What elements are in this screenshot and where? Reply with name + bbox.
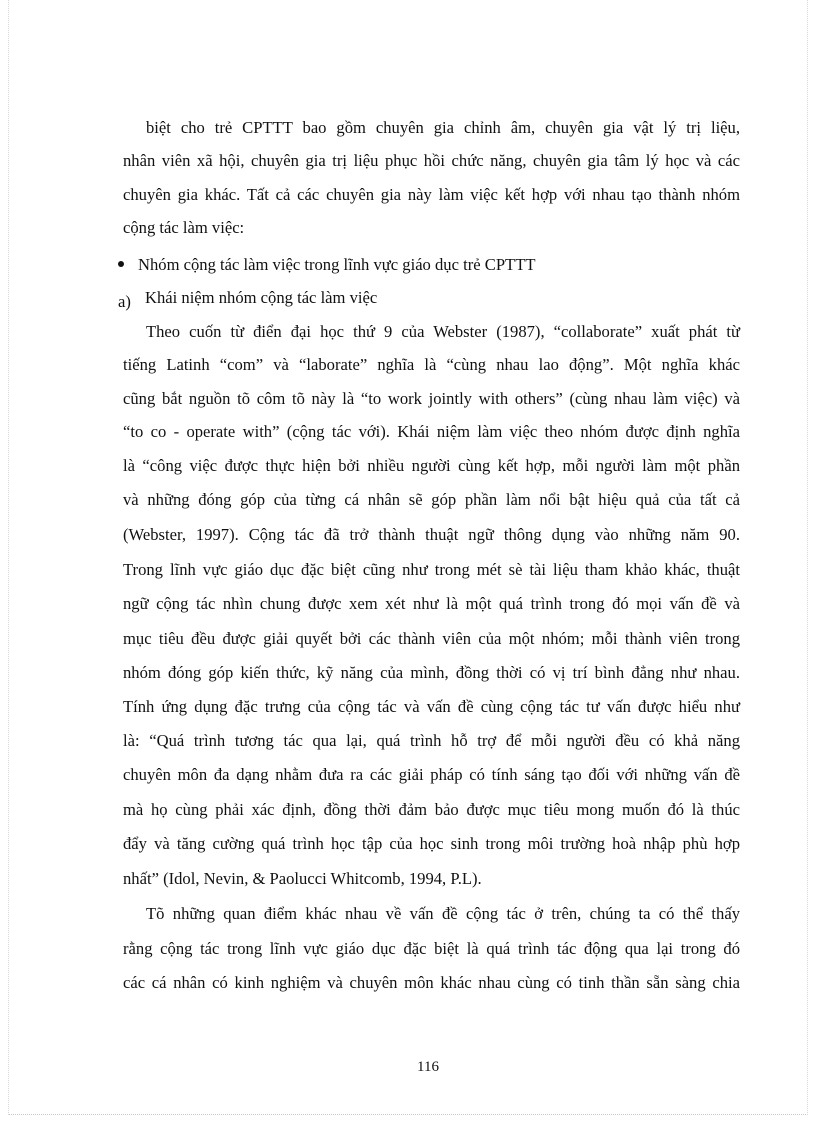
paragraph-1-line-2: nhân viên xã hội, chuyên gia trị liệu phục hồi chức năng, chuyên gia tâm lý học và các <box>123 151 740 170</box>
bullet-text: Nhóm cộng tác làm việc trong lĩnh vực giáo dục trẻ CPTTT <box>138 255 536 274</box>
page-right-border <box>807 0 809 1115</box>
paragraph-2-line-7: (Webster, 1997). Cộng tác đã trở thành thuật ngữ thông dụng vào những năm 90. <box>123 525 740 544</box>
enum-marker: a) <box>118 292 131 311</box>
page-bottom-border <box>8 1113 808 1115</box>
paragraph-2-line-4: “to co - operate with” (cộng tác với). Khái niệm làm việc theo nhóm được định nghĩa <box>123 422 740 441</box>
paragraph-2-line-14: chuyên môn đa dạng nhằm đưa ra các giải pháp có tính sáng tạo đối với những vấn đề <box>123 765 740 784</box>
paragraph-2-line-6: và những đóng góp của từng cá nhân sẽ góp phần làm nổi bật hiệu quả của tất cả <box>123 490 740 509</box>
paragraph-2-line-13: là: “Quá trình tương tác qua lại, quá trình hỗ trợ để mỗi người đều có khả năng <box>123 731 740 750</box>
page-number: 116 <box>417 1059 439 1075</box>
paragraph-2-line-5: là “công việc được thực hiện bởi nhiều người cùng kết hợp, mỗi người làm một phần <box>123 456 740 475</box>
paragraph-2-line-15: mà họ cùng phải xác định, đồng thời đảm bảo được mục tiêu mong muốn đó là thúc <box>123 800 740 819</box>
paragraph-2-line-1: Theo cuốn từ điển đại học thứ 9 của Webster (1987), “collaborate” xuất phát từ <box>146 322 740 341</box>
paragraph-2-line-16: đẩy và tăng cường quá trình học tập của học sinh trong môi trường hoà nhập phù hợp <box>123 834 740 853</box>
bullet-item <box>118 255 535 275</box>
page-left-border <box>8 0 10 1115</box>
paragraph-2-line-3: cũng bắt nguồn tõ côm tõ này là “to work jointly with others” (cùng nhau làm việc) và <box>123 389 740 408</box>
paragraph-1-line-1: biệt cho trẻ CPTTT bao gồm chuyên gia chỉnh âm, chuyên gia vật lý trị liệu, <box>146 118 740 137</box>
paragraph-1-line-4: cộng tác làm việc: <box>123 218 245 237</box>
paragraph-2-line-10: mục tiêu đều được giải quyết bởi các thành viên của một nhóm; mỗi thành viên trong <box>123 629 740 648</box>
paragraph-2-line-17: nhất” (Idol, Nevin, & Paolucci Whitcomb, 1994, P.L). <box>123 869 482 888</box>
paragraph-2-line-8: Trong lĩnh vực giáo dục đặc biệt cũng như trong mét sè tài liệu tham khảo khác, thuật <box>123 560 740 579</box>
paragraph-2-line-9: ngữ cộng tác nhìn chung được xem xét như là một quá trình trong đó mọi vấn đề và <box>123 594 740 613</box>
paragraph-2-line-12: Tính ứng dụng đặc trưng của cộng tác và vấn đề cùng cộng tác tư vấn được hiểu như <box>123 697 740 716</box>
paragraph-1-line-3: chuyên gia khác. Tất cả các chuyên gia này làm việc kết hợp với nhau tạo thành nhóm <box>123 185 740 204</box>
paragraph-2-line-2: tiếng Latinh “com” và “laborate” nghĩa là “cùng nhau lao động”. Một nghĩa khác <box>123 355 740 374</box>
bullet-dot-icon <box>118 261 124 267</box>
paragraph-3-line-2: rằng cộng tác trong lĩnh vực giáo dục đặc biệt là quá trình tác động qua lại trong đó <box>123 939 740 958</box>
paragraph-3-line-1: Tõ những quan điểm khác nhau về vấn đề cộng tác ở trên, chúng ta có thể thấy <box>146 904 740 923</box>
subheading-text: Khái niệm nhóm cộng tác làm việc <box>145 288 378 307</box>
subheading <box>118 288 378 311</box>
paragraph-2-line-11: nhóm đóng góp kiến thức, kỹ năng của mình, đồng thời có vị trí bình đẳng như nhau. <box>123 663 740 682</box>
paragraph-3-line-3: các cá nhân có kinh nghiệm và chuyên môn khác nhau cùng có tinh thần sẵn sàng chia <box>123 973 740 992</box>
